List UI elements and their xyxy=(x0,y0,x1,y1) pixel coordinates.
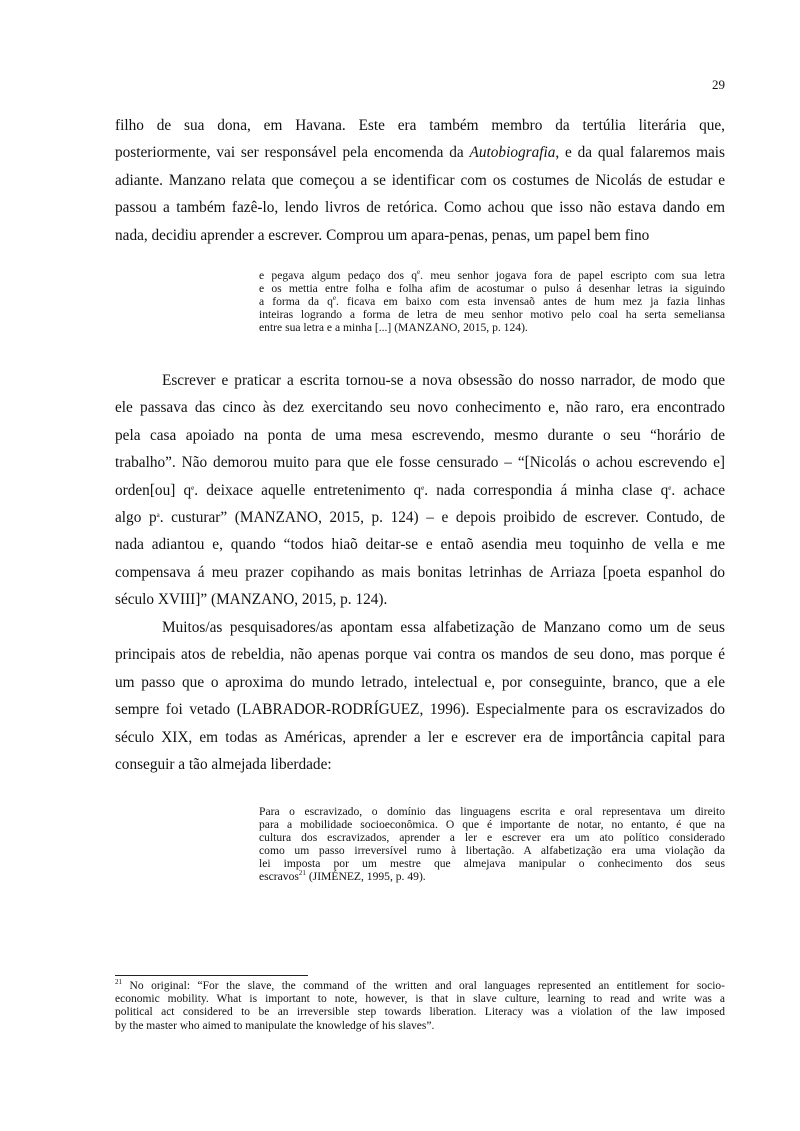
book-title: Autobiografia xyxy=(469,144,556,162)
text-run: . nada correspondia á minha clase q xyxy=(424,481,669,499)
footnote-line: political act considered to be an irreversible step towards liberation. Literacy was a violation of the law imposed xyxy=(115,1006,725,1019)
footnote-21 xyxy=(115,980,725,1033)
quote-line: para a mobilidade socioeconômica. O que é importante de notar, no entanto, é que na xyxy=(259,817,725,831)
text-run: orden[ou] q xyxy=(115,481,192,499)
paragraph-3 xyxy=(115,614,725,778)
text-run: a forma da q xyxy=(259,294,333,308)
quote-line: lei imposta por um mestre que almejava manipular o conhecimento dos seus xyxy=(259,856,725,870)
paragraph-line: conseguir a tão almejada liberdade: xyxy=(115,756,332,774)
superscript: e xyxy=(421,483,425,492)
text-run: algo p xyxy=(115,509,157,527)
paragraph-line: compensava á meu prazer copihando as mais bonitas letrinhas de Arriaza [poeta espanhol do xyxy=(115,563,725,581)
superscript: e xyxy=(191,483,195,492)
quote-line: cultura dos escravizados, aprender a ler e escrever era um ato político considerado xyxy=(259,830,725,844)
footnote-marker: 21 xyxy=(115,978,122,986)
text-run: escravos xyxy=(259,869,299,883)
paragraph-line: trabalho”. Não demorou muito para que ele fosse censurado – “[Nicolás o achou escrevendo e] xyxy=(115,454,725,472)
paragraph-line: filho de sua dona, em Havana. Este era também membro da tertúlia literária que, xyxy=(115,117,725,134)
paragraph-line: pela casa apoiado na ponta de uma mesa escrevendo, mesmo durante o seu “horário de xyxy=(115,426,725,444)
quote-line: como um passo irreversível rumo à libertação. A alfabetização era uma violação da xyxy=(259,843,725,857)
footnote-line xyxy=(115,980,725,993)
paragraph-line: um passo que o aproxima do mundo letrado, intelectual e, por conseguinte, branco, que a ele xyxy=(115,673,725,691)
paragraph-line: passou a também fazê-lo, lendo livros de retórica. Como achou que isso não estava dando em xyxy=(115,199,725,217)
paragraph-line: nada adiantou e, quando “todos hiaõ deitar-se e entaõ asendia meu toquinho de vella e me xyxy=(115,536,725,554)
text-run: (JIMÉNEZ, 1995, p. 49). xyxy=(305,869,426,883)
text-run: e pegava algum pedaço dos q xyxy=(259,269,418,282)
block-quote-2 xyxy=(259,806,725,883)
text-run: . ficava em baixo com esta invensaõ antes de hum mez ja fazia linhas xyxy=(336,294,725,308)
quote-line xyxy=(259,293,725,309)
block-quote-1 xyxy=(259,270,725,335)
text-run: . custurar” (MANZANO, 2015, p. 124) – e depois proibido de escrever. Contudo, de xyxy=(159,509,725,527)
text-run: , e da qual falaremos mais xyxy=(555,144,725,162)
paragraph-line: adiante. Manzano relata que começou a se identificar com os costumes de Nicolás de estudar e xyxy=(115,171,725,189)
superscript: e xyxy=(417,268,421,276)
paragraph-line: principais atos de rebeldia, não apenas porque vai contra os mandos de seu dono, mas porque é xyxy=(115,646,725,664)
footnote-line: by the master who aimed to manipulate the knowledge of his slaves”. xyxy=(115,1019,435,1032)
paragraph-2 xyxy=(115,367,725,614)
paragraph-line: Muitos/as pesquisadores/as apontam essa alfabetização de Manzano como um de seus xyxy=(162,619,725,636)
paragraph-line: século XVIII]” (MANZANO, 2015, p. 124). xyxy=(115,591,388,609)
paragraph-line: ele passava das cinco às dez exercitando seu novo conhecimento e, não raro, era encontrado xyxy=(115,399,725,417)
paragraph-line: Escrever e praticar a escrita tornou-se a nova obsessão do nosso narrador, de modo que xyxy=(162,372,725,389)
quote-line: entre sua letra e a minha [...] (MANZANO, 2015, p. 124). xyxy=(259,320,528,334)
footnote-reference[interactable]: 21 xyxy=(298,868,306,877)
paragraph-line: sempre foi vetado (LABRADOR-RODRÍGUEZ, 1996). Especialmente para os escravizados do xyxy=(115,701,725,719)
quote-line xyxy=(259,868,725,884)
footnote-separator xyxy=(115,975,308,976)
text-run: posteriormente, vai ser responsável pela encomenda da xyxy=(115,144,470,162)
superscript: a xyxy=(156,511,160,520)
superscript: e xyxy=(668,483,672,492)
paragraph-1 xyxy=(115,112,725,249)
quote-line: Para o escravizado, o domínio das linguagens escrita e oral representava um direito xyxy=(259,805,725,818)
footnote-line: economic mobility. What is important to note, however, is that in slave culture, learning to read and write was a xyxy=(115,993,725,1006)
paragraph-line xyxy=(115,139,725,166)
text-run: . deixace aquelle entretenimento q xyxy=(194,481,422,499)
paragraph-line: nada, decidiu aprender a escrever. Comprou um apara-penas, penas, um papel bem fino xyxy=(115,226,650,244)
text-run: . meu senhor jogava fora de papel escripto com sua letra xyxy=(420,269,725,282)
paragraph-line xyxy=(115,477,725,504)
text-run: . achace xyxy=(671,481,725,499)
text-run: No original: “For the slave, the command of the written and oral languages represented an entitlement for socio- xyxy=(122,980,725,992)
quote-line: e os mettia entre folha e folha afim de acostumar o pulso á desenhar letras ia siguindo xyxy=(259,281,725,295)
superscript: e xyxy=(332,293,336,302)
paragraph-line: século XIX, em todas as Américas, aprender a ler e escrever era de importância capital para xyxy=(115,728,725,746)
quote-line xyxy=(259,270,725,283)
paragraph-line xyxy=(115,504,725,531)
page-number: 29 xyxy=(712,77,725,92)
quote-line: inteiras logrando a forma de letra de meu senhor motivo pelo coal ha serta semeliansa xyxy=(259,307,725,321)
